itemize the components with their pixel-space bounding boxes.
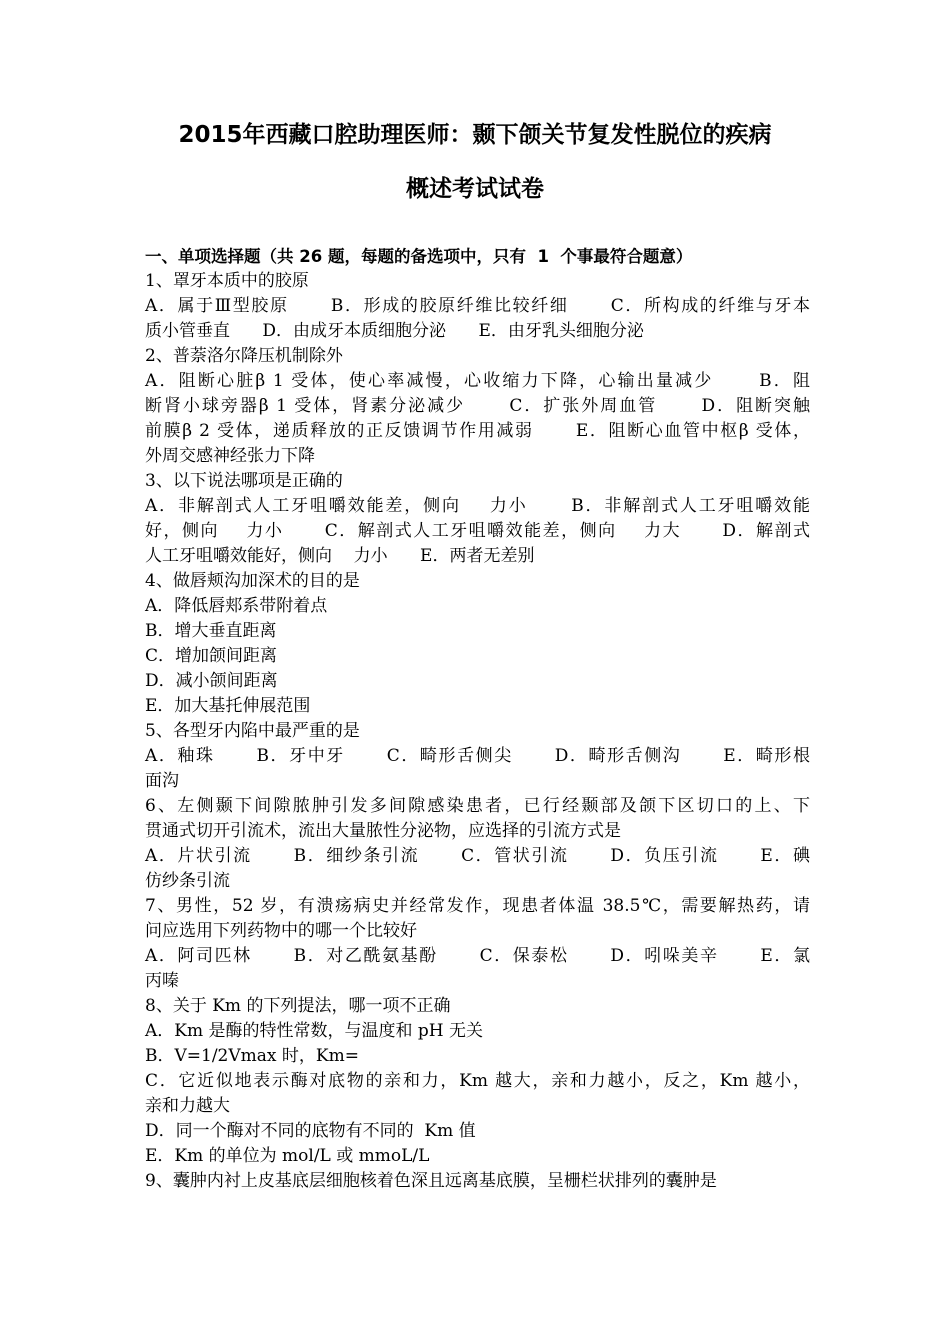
- document-title-line-2: 概述考试试卷: [406, 176, 544, 202]
- text-line: 5、各型牙内陷中最严重的是: [145, 721, 360, 741]
- text-line: 1、罩牙本质中的胶原: [145, 271, 309, 291]
- text-line: A．阻断心脏β 1 受体，使心率减慢，心收缩力下降，心输出量减少 B．阻: [145, 371, 810, 391]
- text-line: A．Km 是酶的特性常数，与温度和 pH 无关: [145, 1021, 484, 1041]
- text-line: 8、关于 Km 的下列提法，哪一项不正确: [145, 996, 451, 1016]
- text-line: 丙嗪: [145, 971, 179, 991]
- text-line: A．属于Ⅲ型胶原 B．形成的胶原纤维比较纤细 C．所构成的纤维与牙本: [145, 296, 810, 316]
- text-line: 仿纱条引流: [145, 871, 230, 891]
- document-title-line-1: 2015年西藏口腔助理医师：颞下颌关节复发性脱位的疾病: [178, 122, 772, 148]
- text-line: B．增大垂直距离: [145, 621, 277, 641]
- text-line: E．加大基托伸展范围: [145, 696, 311, 716]
- text-line: D．同一个酶对不同的底物有不同的 Km 值: [145, 1121, 476, 1141]
- text-line: 面沟: [145, 771, 179, 791]
- text-line: 前膜β 2 受体，递质释放的正反馈调节作用减弱 E．阻断心血管中枢β 受体，: [145, 421, 810, 441]
- text-line: 外周交感神经张力下降: [145, 446, 315, 466]
- text-line: 亲和力越大: [145, 1096, 230, 1116]
- text-line: C．增加颌间距离: [145, 646, 278, 666]
- document-body: [145, 244, 810, 1194]
- text-line: C．它近似地表示酶对底物的亲和力，Km 越大，亲和力越小，反之，Km 越小，: [145, 1071, 810, 1091]
- text-line: B．V=1/2Vmax 时，Km=: [145, 1046, 359, 1066]
- text-line: A．片状引流 B．细纱条引流 C．管状引流 D．负压引流 E．碘: [145, 846, 810, 866]
- text-line: 7、男性，52 岁，有溃疡病史并经常发作，现患者体温 38.5℃，需要解热药，请: [145, 896, 810, 916]
- text-line: 贯通式切开引流术，流出大量脓性分泌物，应选择的引流方式是: [145, 821, 621, 841]
- text-line: 3、以下说法哪项是正确的: [145, 471, 343, 491]
- text-line: D．减小颌间距离: [145, 671, 278, 691]
- text-line: E．Km 的单位为 mol/L 或 mmoL/L: [145, 1146, 430, 1166]
- section-heading: 一、单项选择题（共 26 题，每题的备选项中，只有 1 个事最符合题意）: [145, 247, 693, 266]
- text-line: 好，侧向 力小 C．解剖式人工牙咀嚼效能差，侧向 力大 D．解剖式: [145, 521, 810, 541]
- text-line: 断肾小球旁器β 1 受体，肾素分泌减少 C．扩张外周血管 D．阻断突触: [145, 396, 810, 416]
- text-line: 问应选用下列药物中的哪一个比较好: [145, 921, 417, 941]
- text-line: A．降低唇郏系带附着点: [145, 596, 328, 616]
- text-line: 2、普萘洛尔降压机制除外: [145, 346, 343, 366]
- text-line: 质小管垂直 D．由成牙本质细胞分泌 E．由牙乳头细胞分泌: [145, 321, 644, 341]
- text-line: 4、做唇颊沟加深术的目的是: [145, 571, 360, 591]
- text-line: 9、囊肿内衬上皮基底层细胞核着色深且远离基底膜，呈栅栏状排列的囊肿是: [145, 1171, 717, 1191]
- text-line: 6、左侧颞下间隙脓肿引发多间隙感染患者，已行经颞部及颌下区切口的上、下: [145, 796, 810, 816]
- text-line: A．釉珠 B．牙中牙 C．畸形舌侧尖 D．畸形舌侧沟 E．畸形根: [145, 746, 810, 766]
- text-line: A．非解剖式人工牙咀嚼效能差，侧向 力小 B．非解剖式人工牙咀嚼效能: [145, 496, 810, 516]
- text-line: A．阿司匹林 B．对乙酰氨基酚 C．保泰松 D．吲哚美辛 E．氯: [145, 946, 810, 966]
- text-line: 人工牙咀嚼效能好，侧向 力小 E．两者无差别: [145, 546, 535, 566]
